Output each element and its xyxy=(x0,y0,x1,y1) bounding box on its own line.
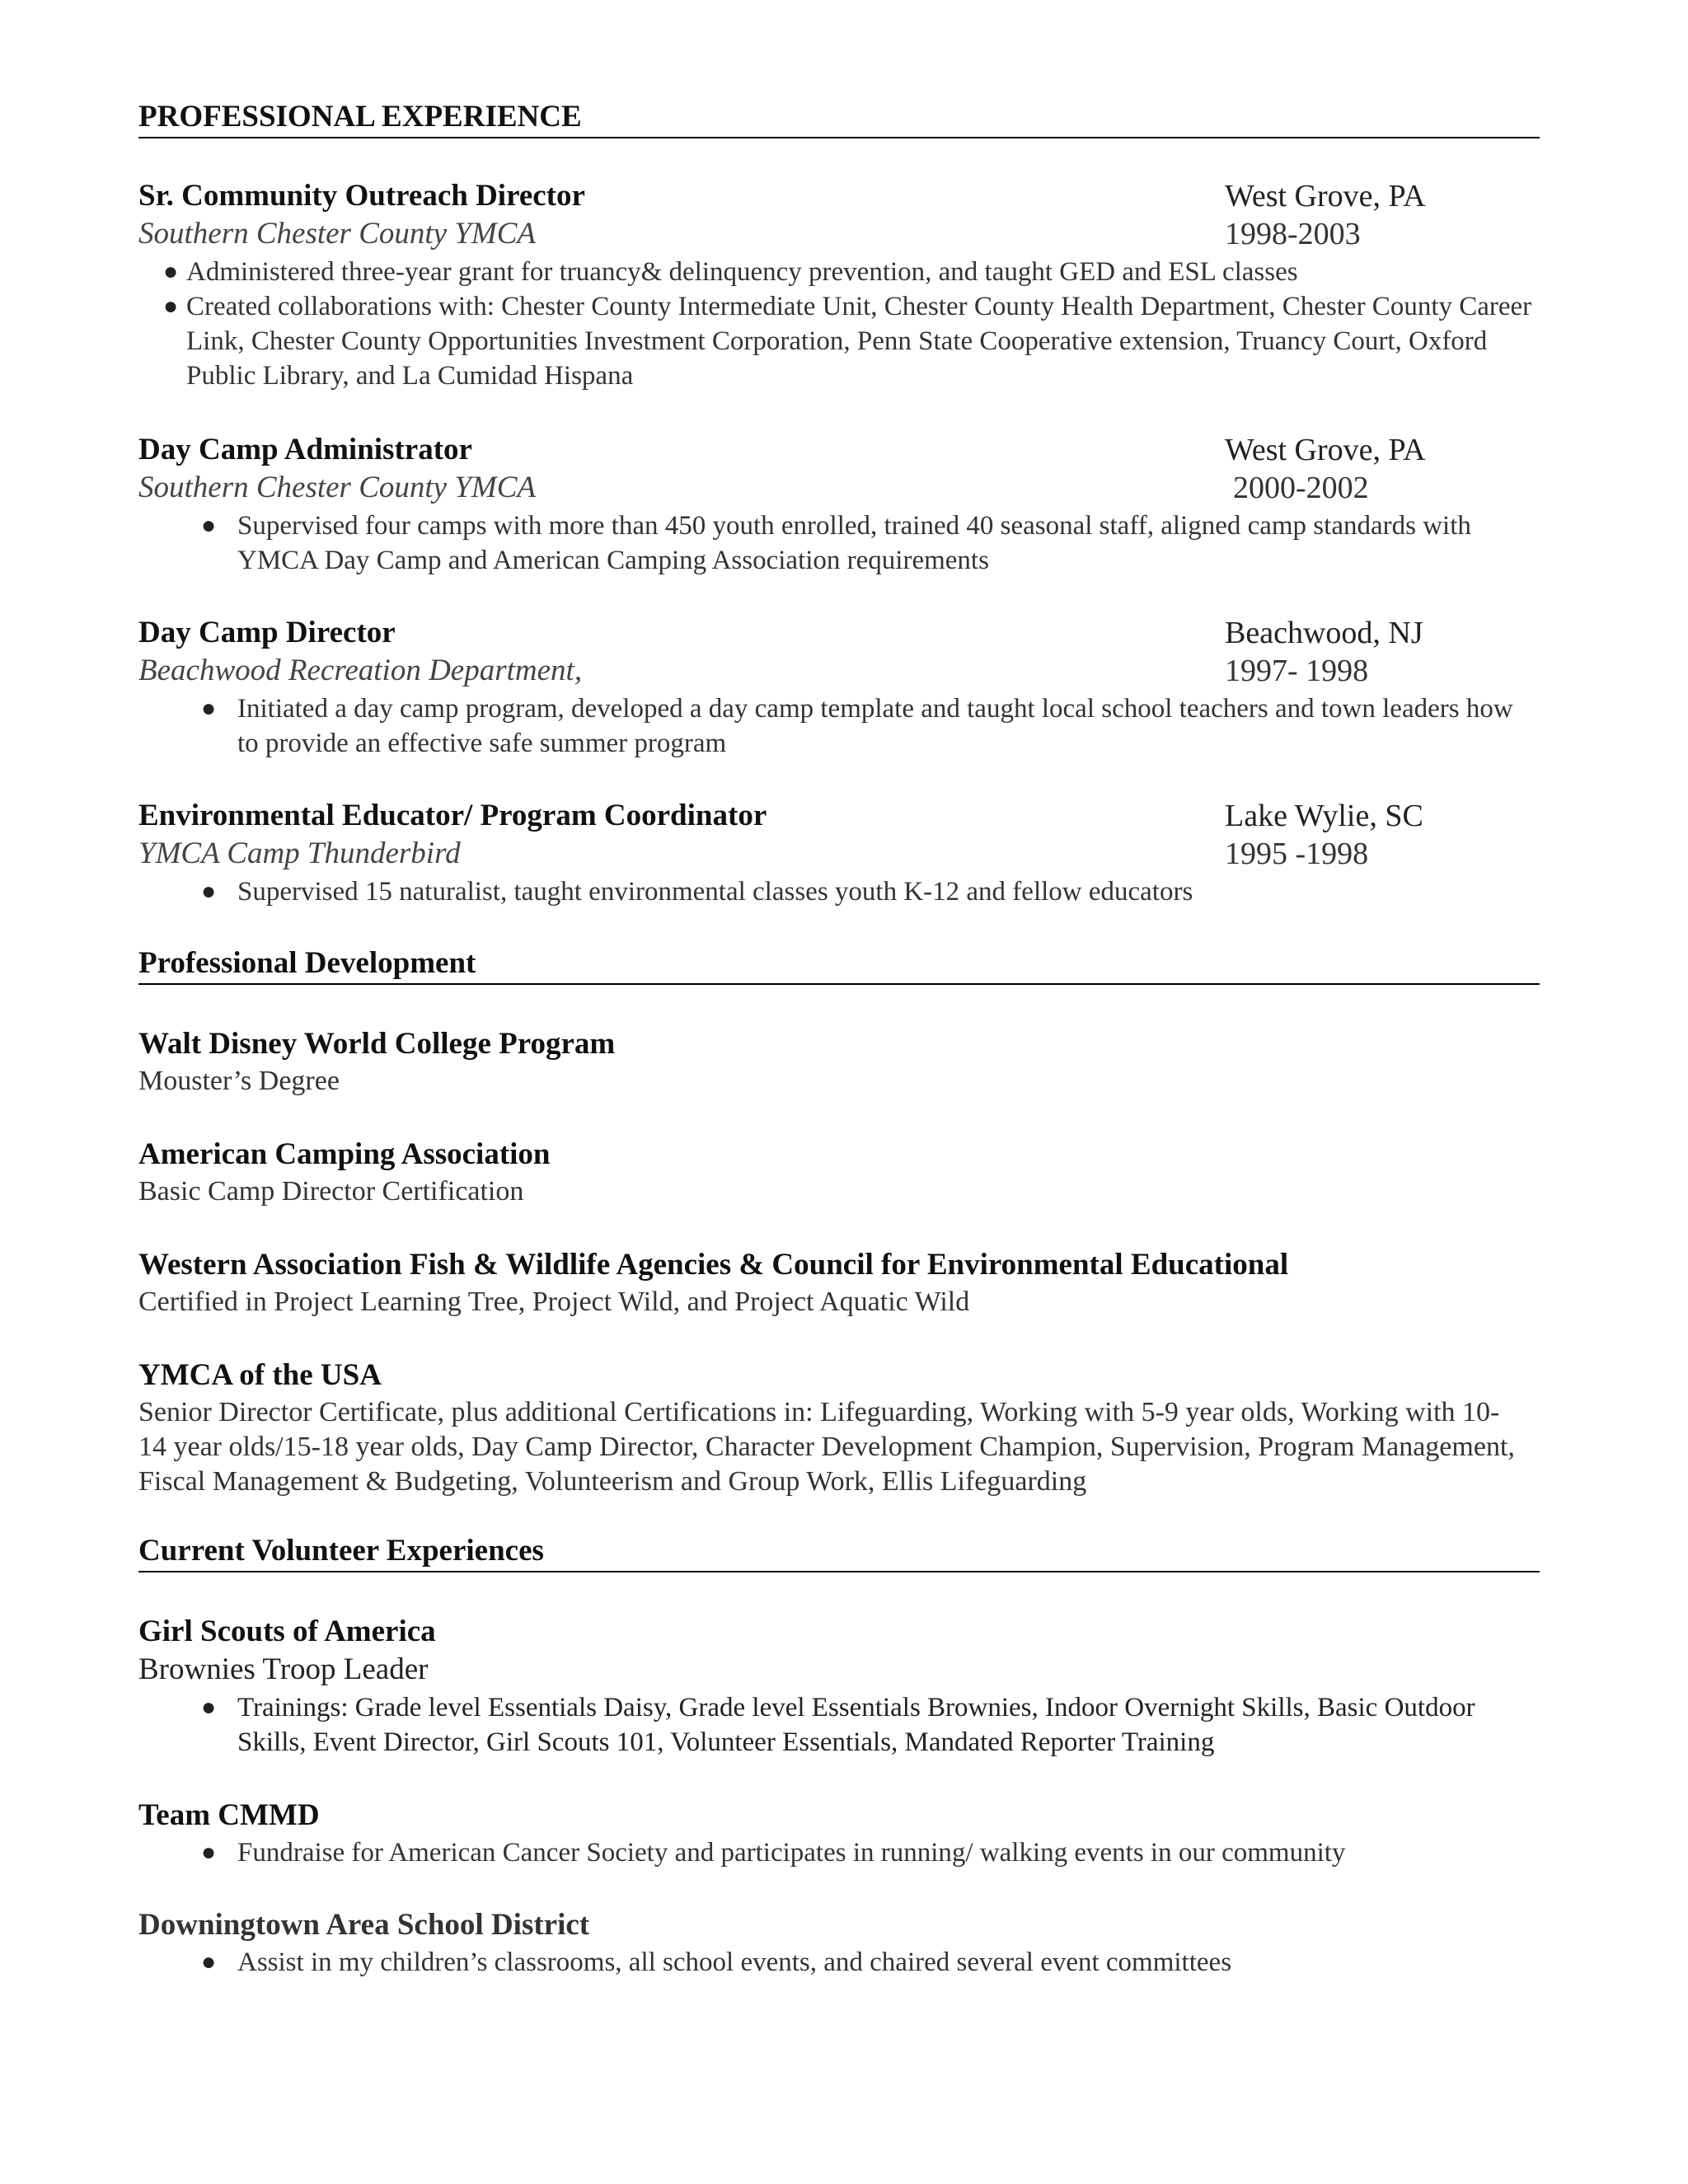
job-dates: 2000-2002 xyxy=(1233,471,1369,505)
list-item: ● Initiated a day camp program, developed a day camp template and taught local school teachers and town leaders how to provide an effective safe summer program xyxy=(237,691,1540,761)
job-location: Beachwood, NJ xyxy=(1225,616,1423,650)
job-organization: Beachwood Recreation Department, xyxy=(138,654,583,687)
list-item: ● Fundraise for American Cancer Society and participates in running/ walking events in our community xyxy=(237,1835,1540,1870)
bullet-icon: ● xyxy=(201,512,217,539)
bullet-icon: ● xyxy=(201,1694,217,1721)
job-dates: 1998-2003 xyxy=(1225,217,1361,251)
section-heading-professional-development: Professional Development xyxy=(138,945,1540,985)
list-item: ● Created collaborations with: Chester County Intermediate Unit, Chester County Health Department, Chester County Career Link, Chester County Opportunities Investment Corporation, Penn State Cooperative extension, Truancy Court, Oxford Public Library, and La Cumidad Hispana xyxy=(186,289,1540,393)
entry-bullets xyxy=(201,1690,1540,1760)
job-bullets xyxy=(201,691,1540,761)
entry-detail: Mouster’s Degree xyxy=(138,1066,340,1096)
entry-detail: Senior Director Certificate, plus additional Certifications in: Lifeguarding, Working with 5-9 year olds, Working with 10-14 year olds/15-18 year olds, Day Camp Director, Character Development Champion, Supervision, Program Management, Fiscal Management & Budgeting, Volunteerism and Group Work, Ellis Lifeguarding xyxy=(138,1397,1515,1497)
job-bullets xyxy=(163,255,1540,393)
job-organization: Southern Chester County YMCA xyxy=(138,217,537,251)
job-dates: 1997- 1998 xyxy=(1225,654,1369,688)
bullet-icon: ● xyxy=(163,258,179,285)
job-title: Environmental Educator/ Program Coordinator xyxy=(138,799,767,832)
list-item: ● Supervised 15 naturalist, taught environmental classes youth K-12 and fellow educators xyxy=(237,874,1540,909)
section-heading-professional-experience: PROFESSIONAL EXPERIENCE xyxy=(138,99,1540,138)
job-organization: Southern Chester County YMCA xyxy=(138,471,537,504)
bullet-icon: ● xyxy=(201,878,217,905)
entry-title: Team CMMD xyxy=(138,1798,320,1832)
entry-title: Western Association Fish & Wildlife Agencies & Council for Environmental Educational xyxy=(138,1248,1289,1282)
job-location: West Grove, PA xyxy=(1225,433,1426,467)
entry-detail: Certified in Project Learning Tree, Project Wild, and Project Aquatic Wild xyxy=(138,1286,970,1317)
job-title: Sr. Community Outreach Director xyxy=(138,179,585,213)
bullet-icon: ● xyxy=(201,1839,217,1866)
list-item: ● Assist in my children’s classrooms, all school events, and chaired several event committees xyxy=(237,1945,1540,1980)
list-item: ● Administered three-year grant for truancy& delinquency prevention, and taught GED and ESL classes xyxy=(186,255,1540,289)
entry-title: YMCA of the USA xyxy=(138,1358,382,1392)
job-location: Lake Wylie, SC xyxy=(1225,799,1423,833)
job-dates: 1995 -1998 xyxy=(1225,837,1369,871)
entry-bullets xyxy=(201,1945,1540,1980)
job-bullets xyxy=(201,874,1540,909)
bullet-icon: ● xyxy=(163,293,179,320)
entry-detail: Basic Camp Director Certification xyxy=(138,1176,524,1207)
job-title: Day Camp Director xyxy=(138,616,396,649)
entry-role: Brownies Troop Leader xyxy=(138,1652,429,1686)
job-location: West Grove, PA xyxy=(1225,179,1426,213)
entry-title: Walt Disney World College Program xyxy=(138,1027,616,1061)
section-heading-volunteer: Current Volunteer Experiences xyxy=(138,1533,1540,1572)
entry-title: Downingtown Area School District xyxy=(138,1908,590,1942)
entry-bullets xyxy=(201,1835,1540,1870)
entry-title: American Camping Association xyxy=(138,1137,551,1171)
list-item: ● Supervised four camps with more than 450 youth enrolled, trained 40 seasonal staff, aligned camp standards with YMCA Day Camp and American Camping Association requirements xyxy=(237,509,1523,578)
job-bullets xyxy=(201,509,1523,578)
list-item: ● Trainings: Grade level Essentials Daisy, Grade level Essentials Brownies, Indoor Overnight Skills, Basic Outdoor Skills, Event Director, Girl Scouts 101, Volunteer Essentials, Mandated Reporter Training xyxy=(237,1690,1540,1760)
bullet-icon: ● xyxy=(201,695,217,722)
job-organization: YMCA Camp Thunderbird xyxy=(138,837,461,870)
entry-title: Girl Scouts of America xyxy=(138,1615,436,1648)
job-title: Day Camp Administrator xyxy=(138,433,472,466)
bullet-icon: ● xyxy=(201,1948,217,1975)
